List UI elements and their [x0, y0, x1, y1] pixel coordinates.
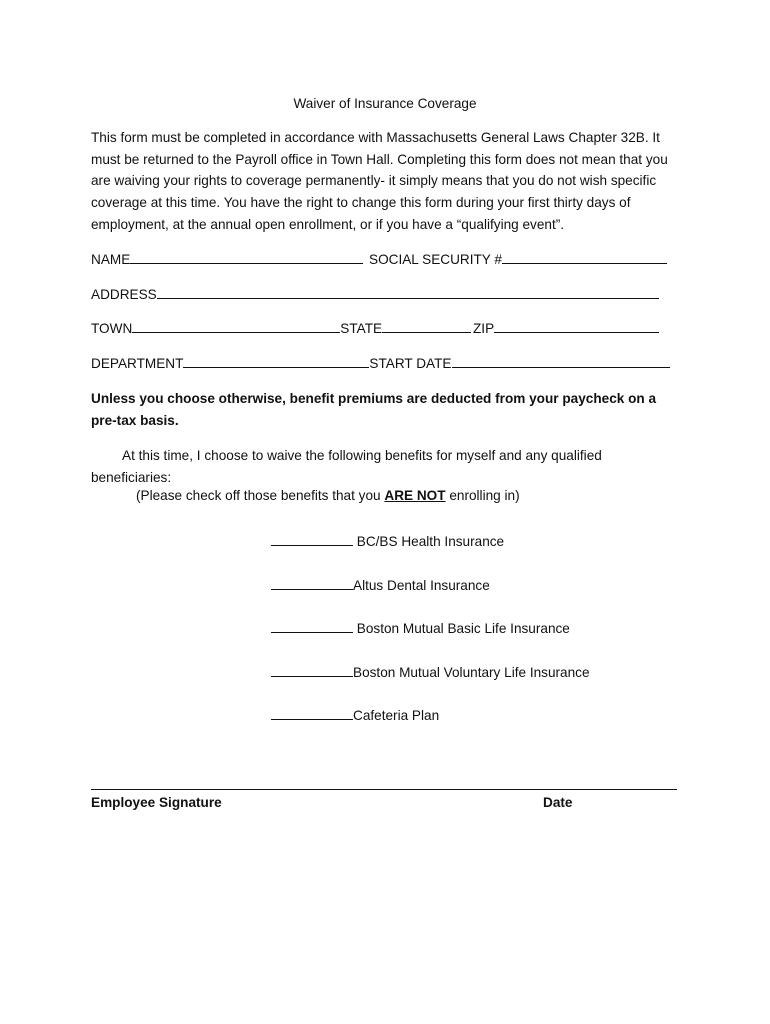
- form-title: Waiver of Insurance Coverage: [293, 96, 477, 111]
- benefit-item: [271, 620, 570, 636]
- intro-paragraph: This form must be completed in accordance with Massachusetts General Laws Chapter 32B. It must be returned to the Payroll office in Town Hall. Completing this form does not mean that you are waiving your rights to coverage permanently- it simply means that you do not wish specific coverage at this time. You have the right to change this form during your first thirty days of employment, at the annual open enrollment, or if you have a “qualifying event”.: [91, 130, 668, 232]
- signature-label: Employee Signature: [91, 795, 222, 810]
- town-label: TOWN: [91, 321, 133, 336]
- department-row: [91, 355, 670, 371]
- instruction-emphasis: ARE NOT: [384, 488, 446, 503]
- benefit-item: [271, 664, 590, 680]
- benefit-label: BC/BS Health Insurance: [353, 534, 505, 549]
- town-row: [91, 320, 471, 336]
- benefit-check-line[interactable]: [271, 620, 353, 633]
- start-date-label: START DATE: [369, 356, 452, 371]
- benefit-label: Boston Mutual Voluntary Life Insurance: [353, 665, 590, 680]
- waive-statement: [91, 445, 671, 488]
- benefit-label: Altus Dental Insurance: [353, 578, 490, 593]
- benefit-label: Cafeteria Plan: [353, 708, 440, 723]
- waive-statement-text: At this time, I choose to waive the following benefits for myself and any qualified beneficiaries:: [91, 448, 602, 485]
- department-field[interactable]: [183, 355, 369, 368]
- ssn-label: SOCIAL SECURITY #: [369, 252, 502, 267]
- benefit-check-line[interactable]: [271, 533, 353, 546]
- benefit-check-line[interactable]: [271, 577, 353, 590]
- date-label: Date: [543, 795, 573, 810]
- benefit-item: [271, 533, 504, 549]
- benefit-label: Boston Mutual Basic Life Insurance: [353, 621, 570, 636]
- start-date-field[interactable]: [452, 355, 670, 368]
- ssn-row: [369, 251, 667, 267]
- signature-line[interactable]: [91, 789, 677, 790]
- address-row: [91, 286, 659, 302]
- zip-row: [473, 320, 659, 336]
- ssn-field[interactable]: [502, 251, 667, 264]
- benefit-check-line[interactable]: [271, 707, 353, 720]
- name-row: [91, 251, 363, 267]
- check-instruction: [136, 488, 520, 503]
- benefit-check-line[interactable]: [271, 664, 353, 677]
- zip-field[interactable]: [494, 320, 659, 333]
- address-field[interactable]: [157, 286, 659, 299]
- pretax-notice: Unless you choose otherwise, benefit premiums are deducted from your paycheck on a pre-tax basis.: [91, 391, 657, 428]
- state-label: STATE: [340, 321, 383, 336]
- name-label: NAME: [91, 252, 131, 267]
- state-field[interactable]: [382, 320, 471, 333]
- benefit-item: [271, 577, 490, 593]
- department-label: DEPARTMENT: [91, 356, 184, 371]
- benefit-item: [271, 707, 439, 723]
- name-field[interactable]: [130, 251, 363, 264]
- town-field[interactable]: [132, 320, 340, 333]
- zip-label: ZIP: [473, 321, 495, 336]
- instruction-prefix: (Please check off those benefits that you: [136, 488, 385, 503]
- instruction-suffix: enrolling in): [445, 488, 520, 503]
- address-label: ADDRESS: [91, 287, 157, 302]
